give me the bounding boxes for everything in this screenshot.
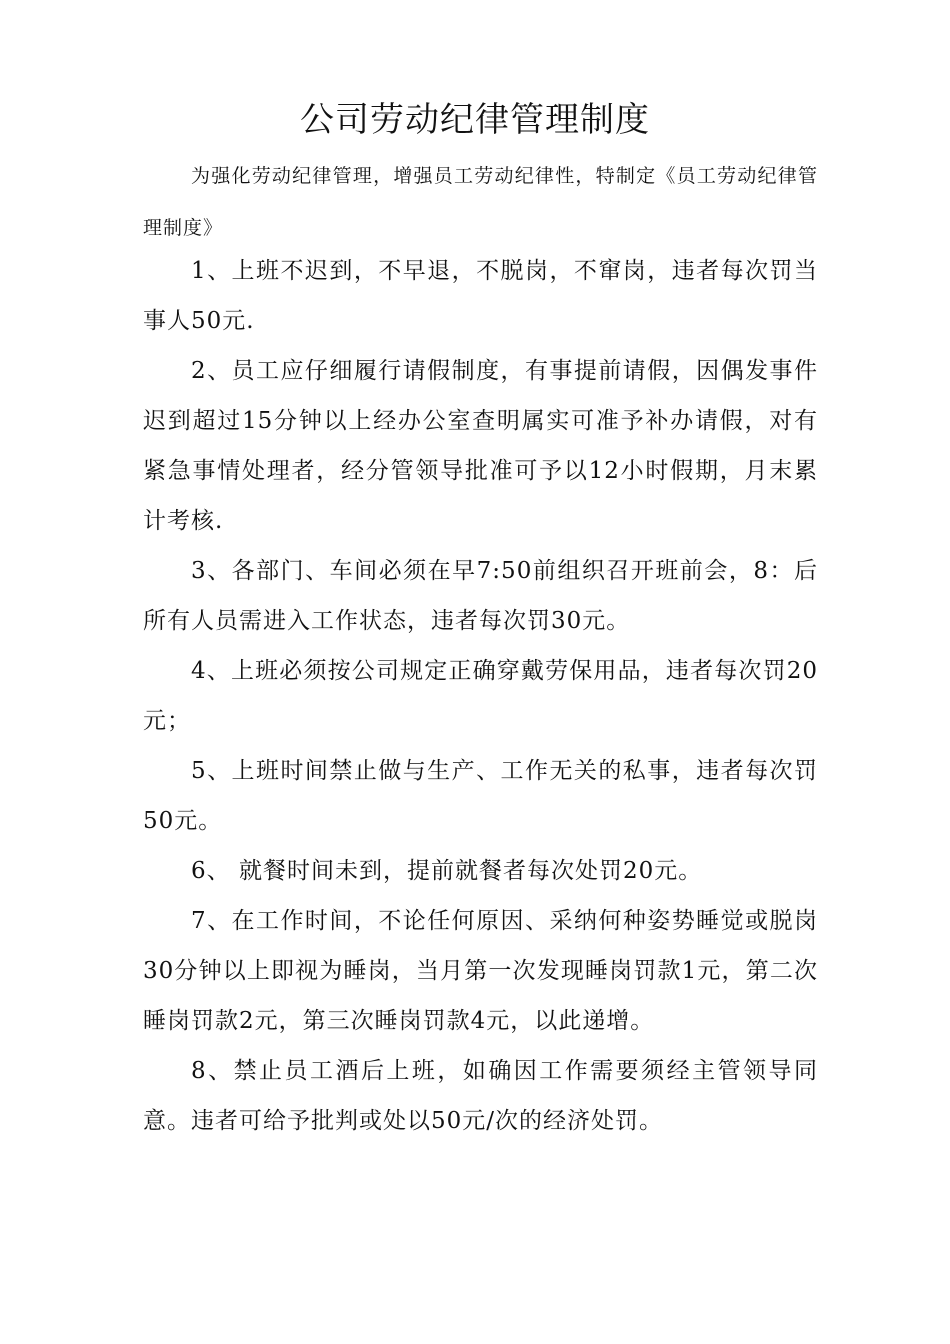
rule-paragraph-8: 8、禁止员工酒后上班，如确因工作需要须经主管领导同意。违者可给予批判或处以50元/次的经济处罚。 (143, 1058, 818, 1134)
rule-paragraph-3: 3、各部门、车间必须在早7:50前组织召开班前会，8：后所有人员需进入工作状态，违者每次罚30元。 (143, 558, 818, 634)
rule-paragraph-2: 2、员工应仔细履行请假制度，有事提前请假，因偶发事件迟到超过15分钟以上经办公室查明属实可准予补办请假，对有紧急事情处理者，经分管领导批准可予以12小时假期，月末累计考核. (143, 358, 818, 534)
document-body (143, 246, 818, 1146)
rule-paragraph-6: 6、 就餐时间未到，提前就餐者每次处罚20元。 (191, 858, 703, 884)
rule-paragraph-1: 1、上班不迟到，不早退，不脱岗，不窜岗，违者每次罚当事人50元. (143, 258, 818, 334)
rule-paragraph-5: 5、上班时间禁止做与生产、工作无关的私事，违者每次罚50元。 (143, 758, 818, 834)
document-intro: 为强化劳动纪律管理，增强员工劳动纪律性，特制定《员工劳动纪律管理制度》 (143, 165, 818, 239)
document-title: 公司劳动纪律管理制度 (300, 100, 650, 140)
rule-paragraph-4: 4、上班必须按公司规定正确穿戴劳保用品，违者每次罚20元； (143, 658, 818, 734)
rule-paragraph-7: 7、在工作时间，不论任何原因、采纳何种姿势睡觉或脱岗30分钟以上即视为睡岗，当月第一次发现睡岗罚款1元，第二次睡岗罚款2元，第三次睡岗罚款4元，以此递增。 (143, 908, 818, 1034)
